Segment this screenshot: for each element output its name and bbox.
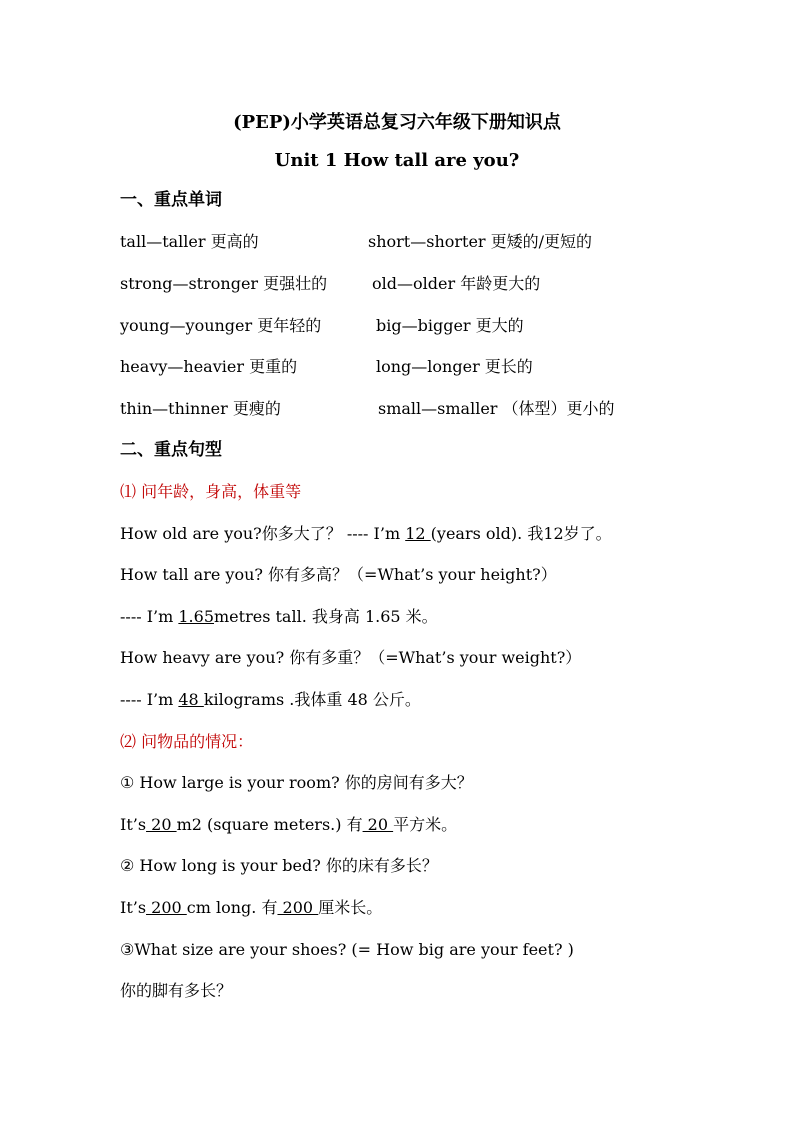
answer-blank: 20 — [146, 815, 177, 834]
sentence-text: (years old). 我12岁了。 — [430, 524, 612, 543]
answer-room-size — [120, 815, 457, 835]
sentence-how-tall: How tall are you? 你有多高？（=What’s your height?） — [120, 565, 557, 584]
sentence-text: ---- I’m — [120, 607, 179, 626]
sentence-text: How old are you?你多大了？ ---- I’m — [120, 524, 406, 543]
subheading-age-height-weight: ⑴ 问年龄，身高，体重等 — [120, 482, 302, 501]
question-shoe-size-chinese: 你的脚有多长？ — [120, 981, 233, 1000]
answer-blank: 200 — [146, 898, 187, 917]
answer-bed-length — [120, 898, 382, 918]
section2-heading: 二、重点句型 — [120, 440, 222, 460]
word-row-left: young—younger 更年轻的 — [120, 316, 322, 335]
word-row-right: big—bigger 更大的 — [376, 316, 524, 335]
word-row-right: small—smaller （体型）更小的 — [378, 399, 615, 418]
sentence-how-old — [120, 524, 612, 544]
word-row-left: heavy—heavier 更重的 — [120, 357, 298, 376]
answer-blank: 20 — [362, 815, 394, 834]
sentence-text: m2 (square meters.) 有 — [176, 815, 363, 834]
sentence-height-answer — [120, 607, 438, 627]
word-row-right: short—shorter 更矮的/更短的 — [368, 232, 593, 251]
sentence-text: It’s — [120, 815, 147, 834]
word-row-right: old—older 年龄更大的 — [372, 274, 541, 293]
sentence-weight-answer — [120, 690, 421, 710]
answer-blank: 12 — [405, 524, 431, 543]
answer-blank: 200 — [277, 898, 319, 917]
word-row-left: tall—taller 更高的 — [120, 232, 259, 251]
word-row-right: long—longer 更长的 — [376, 357, 533, 376]
sentence-text: kilograms .我体重 48 公斤。 — [203, 690, 421, 709]
sentence-text: 厘米长。 — [318, 898, 383, 917]
question-room-size: ① How large is your room? 你的房间有多大？ — [120, 773, 473, 792]
unit-title: Unit 1 How tall are you? — [274, 150, 520, 171]
sentence-text: cm long. 有 — [186, 898, 278, 917]
word-row-left: thin—thinner 更瘦的 — [120, 399, 281, 418]
sentence-text: ---- I’m — [120, 690, 179, 709]
document-title: (PEP)小学英语总复习六年级下册知识点 — [233, 112, 561, 133]
sentence-text: metres tall. 我身高 1.65 米。 — [214, 607, 438, 626]
subheading-objects: ⑵ 问物品的情况： — [120, 732, 254, 751]
word-row-left: strong—stronger 更强壮的 — [120, 274, 328, 293]
answer-blank: 48 — [178, 690, 204, 709]
question-shoe-size: ③What size are your shoes? (= How big are your feet? ) — [120, 940, 574, 959]
question-bed-length: ② How long is your bed? 你的床有多长？ — [120, 856, 438, 875]
sentence-how-heavy: How heavy are you? 你有多重？（=What’s your weight?） — [120, 648, 582, 667]
sentence-text: It’s — [120, 898, 147, 917]
answer-blank: 1.65 — [178, 607, 214, 626]
sentence-text: 平方米。 — [393, 815, 458, 834]
section1-heading: 一、重点单词 — [120, 190, 222, 210]
